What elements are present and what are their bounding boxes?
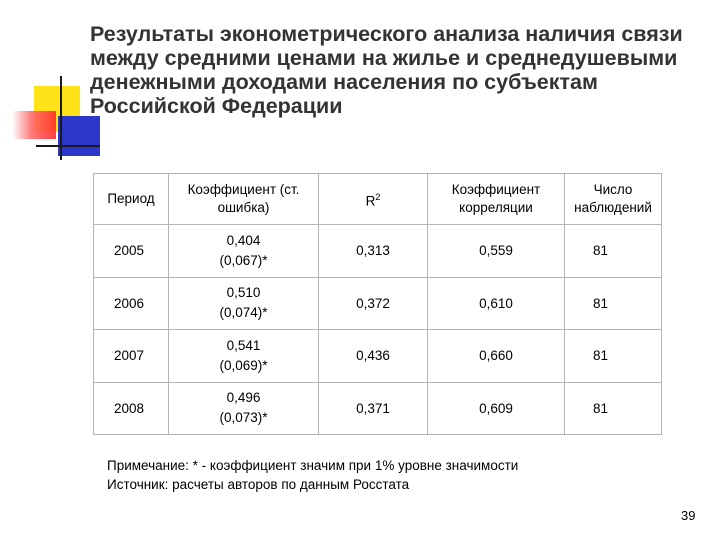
- cell-coefficient: [169, 330, 319, 383]
- decor-vertical-line: [60, 76, 62, 160]
- coefficient-value: 0,404: [226, 232, 261, 248]
- header-correlation: Коэффициент корреляции: [428, 174, 565, 225]
- header-r2: [319, 174, 428, 225]
- table-header-row: [94, 174, 662, 225]
- source-note: Источник: расчеты авторов по данным Росстата: [107, 477, 410, 492]
- header-r2-base: R: [365, 193, 376, 209]
- cell-observations: 81: [565, 382, 662, 435]
- slide-title: Результаты эконометрического анализа наличия связи между средними ценами на жилье и среднедушевыми денежными доходами населения по субъектам Российской Федерации: [90, 22, 683, 118]
- header-coefficient: Коэффициент (ст. ошибка): [169, 174, 319, 225]
- standard-error: (0,073)*: [219, 410, 268, 426]
- table-row: [94, 330, 662, 383]
- standard-error: (0,067)*: [219, 252, 268, 268]
- coefficient-value: 0,541: [226, 337, 261, 353]
- header-period: Период: [94, 174, 169, 225]
- significance-note: Примечание: * - коэффициент значим при 1% уровне значимости: [107, 458, 519, 473]
- cell-r2: 0,313: [319, 225, 428, 278]
- cell-r2: 0,436: [319, 330, 428, 383]
- results-table: [93, 173, 662, 435]
- cell-year: 2007: [94, 330, 169, 383]
- standard-error: (0,069)*: [219, 357, 268, 373]
- notes-block: [107, 456, 518, 494]
- header-r2-sup: 2: [375, 191, 381, 202]
- table-row: [94, 277, 662, 330]
- decor-red-bar: [12, 111, 56, 139]
- cell-year: 2008: [94, 382, 169, 435]
- coefficient-value: 0,510: [226, 285, 261, 301]
- header-observations: Число наблюдений: [565, 174, 662, 225]
- cell-observations: 81: [565, 277, 662, 330]
- cell-r2: 0,372: [319, 277, 428, 330]
- table-row: [94, 382, 662, 435]
- cell-coefficient: [169, 277, 319, 330]
- decor-blue-square: [58, 116, 100, 156]
- cell-coefficient: [169, 225, 319, 278]
- cell-correlation: 0,609: [428, 382, 565, 435]
- cell-correlation: 0,559: [428, 225, 565, 278]
- cell-observations: 81: [565, 330, 662, 383]
- cell-observations: 81: [565, 225, 662, 278]
- cell-year: 2006: [94, 277, 169, 330]
- cell-coefficient: [169, 382, 319, 435]
- decor-horizontal-line: [36, 145, 100, 147]
- standard-error: (0,074)*: [219, 305, 268, 321]
- table-row: [94, 225, 662, 278]
- page-number: 39: [681, 508, 696, 523]
- cell-r2: 0,371: [319, 382, 428, 435]
- cell-correlation: 0,610: [428, 277, 565, 330]
- cell-year: 2005: [94, 225, 169, 278]
- cell-correlation: 0,660: [428, 330, 565, 383]
- coefficient-value: 0,496: [226, 390, 261, 406]
